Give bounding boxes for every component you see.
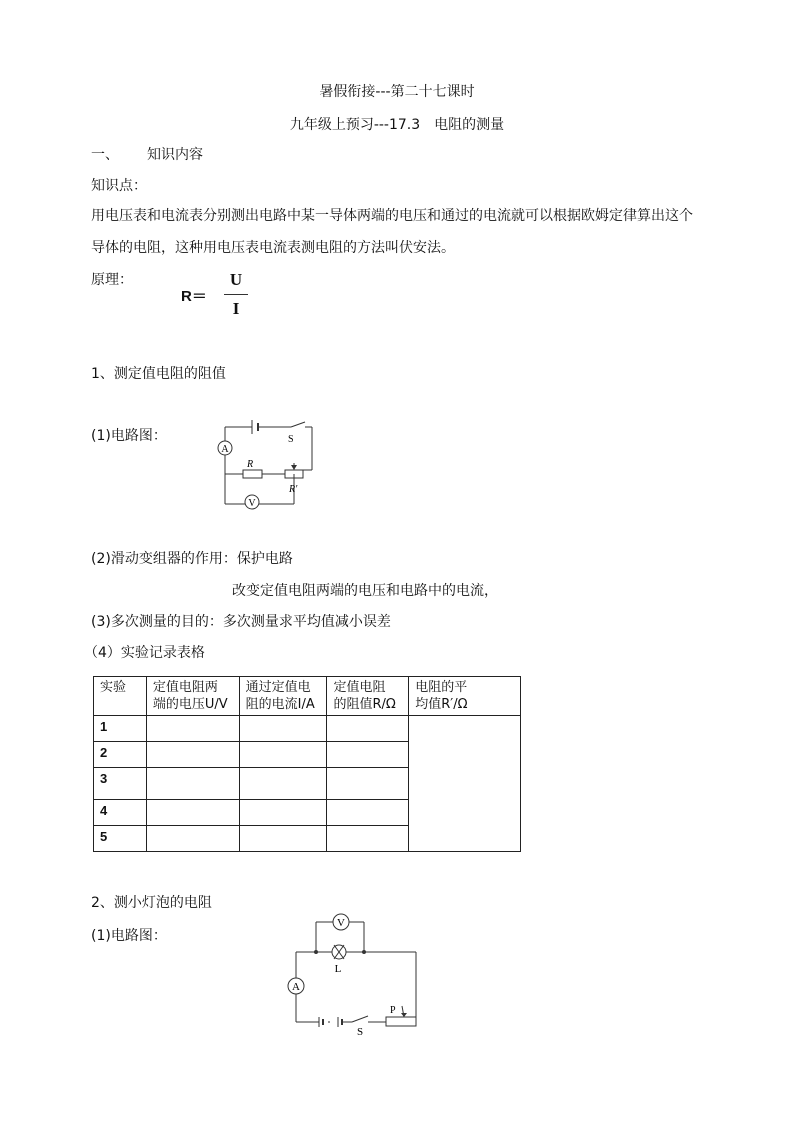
slider-arrow (401, 1013, 407, 1017)
part1-title: 1、测定值电阻的阻值 (91, 366, 226, 382)
junction-dot-right (362, 950, 366, 954)
table-title: （4）实验记录表格 (84, 645, 205, 661)
circuit-diagram-2 (280, 905, 430, 1040)
measurement-purpose: (3)多次测量的目的：多次测量求平均值减小误差 (91, 614, 391, 630)
ammeter-symbol: A (292, 981, 300, 993)
table-row (94, 716, 521, 742)
table-cell (239, 800, 327, 826)
record-table (93, 676, 521, 852)
table-cell (146, 716, 239, 742)
table-cell (239, 716, 327, 742)
rheostat-role-1: (2)滑动变组器的作用：保护电路 (91, 551, 293, 567)
header-voltage: 定值电阻两 端的电压U/V (146, 677, 239, 716)
circuit-diagram-1 (205, 415, 325, 515)
slider-symbol: P (390, 1005, 396, 1016)
lamp-symbol: L (334, 963, 342, 975)
section-number: 一、 (91, 147, 119, 163)
part2-title: 2、测小灯泡的电阻 (91, 895, 212, 911)
header-resistance: 定值电阻 的阻值R/Ω (327, 677, 409, 716)
formula-denominator: I (232, 299, 240, 318)
knowledge-line-2: 导体的电阻，这种用电压表电流表测电阻的方法叫伏安法。 (91, 240, 455, 256)
header-current: 通过定值电 阻的电流I/A (239, 677, 327, 716)
switch-symbol: S (288, 434, 294, 445)
junction-dot-left (314, 950, 318, 954)
rheostat-symbol: R′ (289, 484, 298, 495)
principle-label: 原理： (91, 272, 133, 288)
average-cell (409, 716, 521, 852)
row-number: 2 (94, 742, 147, 768)
fraction-bar (224, 294, 248, 295)
table-cell (146, 742, 239, 768)
table-cell (146, 768, 239, 800)
document-title: 暑假衔接---第二十七课时 (319, 84, 475, 100)
knowledge-line-1: 用电压表和电流表分别测出电路中某一导体两端的电压和通过的电流就可以根据欧姆定律算出这个 (91, 208, 693, 224)
voltmeter-symbol: V (248, 498, 256, 509)
table-cell (239, 826, 327, 852)
document-subtitle: 九年级上预习---17.3 电阻的测量 (289, 117, 505, 133)
table-cell (327, 742, 409, 768)
header-average: 电阻的平 均值R′/Ω (409, 677, 521, 716)
part1-circuit-label: (1)电路图： (91, 428, 167, 444)
formula-numerator: U (229, 270, 243, 289)
table-cell (327, 716, 409, 742)
section-heading: 知识内容 (147, 147, 203, 163)
table-cell (327, 768, 409, 800)
voltmeter-symbol: V (337, 917, 345, 929)
row-number: 5 (94, 826, 147, 852)
formula-lhs: R＝ (181, 288, 207, 305)
row-number: 1 (94, 716, 147, 742)
table-cell (146, 800, 239, 826)
rheostat-role-2: 改变定值电阻两端的电压和电路中的电流， (232, 583, 498, 599)
table-header-row (94, 677, 521, 716)
row-number: 3 (94, 768, 147, 800)
table-cell (239, 768, 327, 800)
knowledge-label: 知识点： (91, 178, 147, 194)
table-cell (146, 826, 239, 852)
row-number: 4 (94, 800, 147, 826)
table-cell (239, 742, 327, 768)
ammeter-symbol: A (221, 444, 229, 455)
table-cell (327, 826, 409, 852)
rheostat-slider-arrow (291, 465, 297, 470)
resistor-symbol: R (247, 459, 254, 470)
switch-symbol: S (356, 1026, 364, 1038)
table-cell (327, 800, 409, 826)
header-experiment: 实验 (94, 677, 147, 716)
part2-circuit-label: (1)电路图： (91, 928, 167, 944)
